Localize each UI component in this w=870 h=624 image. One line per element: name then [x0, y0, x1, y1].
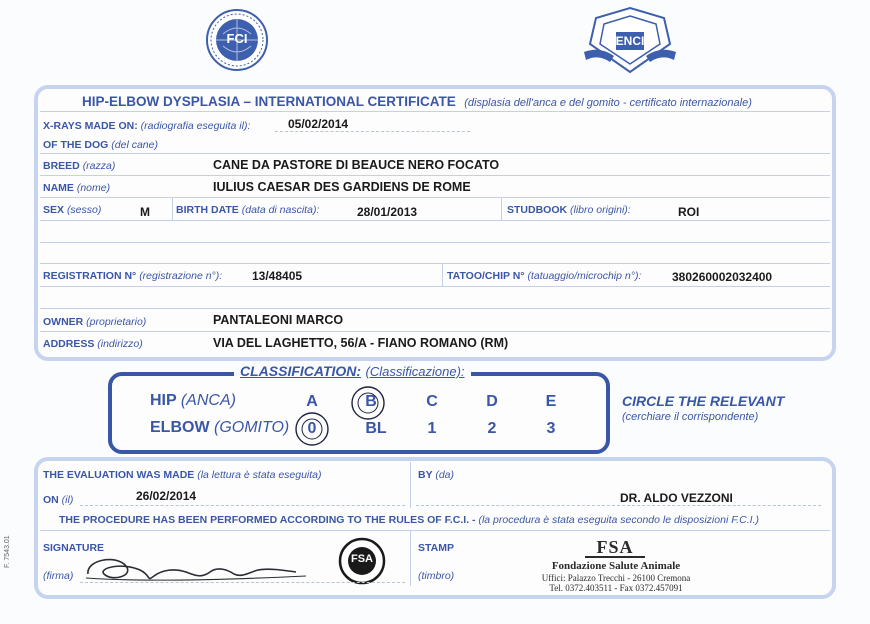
fci-logo-text: FCI [226, 31, 248, 46]
breed-value: CANE DA PASTORE DI BEAUCE NERO FOCATO [213, 158, 500, 172]
circle-hint-it: (cerchiare il corrispondente) [622, 411, 759, 423]
name-value: IULIUS CAESAR DES GARDIENS DE ROME [213, 180, 471, 194]
evaluation-label: THE EVALUATION WAS MADE (la lettura è stata eseguita) [43, 469, 322, 481]
classification-title: CLASSIFICATION: (Classificazione): [234, 363, 471, 381]
by-label: BY (da) [418, 469, 455, 481]
hip-grade-e: E [545, 393, 557, 410]
hip-grade-c: C [426, 393, 438, 410]
tattoo-value: 380260002032400 [672, 270, 773, 284]
elbow-grade-1: 1 [427, 420, 437, 437]
fsa-seal-text: FSA [351, 553, 373, 565]
tattoo-label: TATOO/CHIP N° (tatuaggio/microchip n°): [447, 270, 642, 282]
elbow-label: ELBOW (GOMITO) [150, 419, 290, 436]
fci-logo [205, 8, 269, 72]
signature-label-it: (firma) [43, 570, 74, 582]
procedure-statement: THE PROCEDURE HAS BEEN PERFORMED ACCORDING TO THE RULES OF F.C.I. - (la procedura è stata eseguita secondo le disposizioni F.C.I.) [59, 514, 759, 526]
hip-grade-b: B [365, 393, 377, 410]
registration-label: REGISTRATION N° (registrazione n°): [43, 270, 223, 282]
evaluation-date: 26/02/2014 [136, 489, 197, 503]
sex-label: SEX (sesso) [43, 204, 102, 216]
hip-grade-d: D [486, 393, 498, 410]
studbook-value: ROI [678, 205, 700, 219]
elbow-grade-2: 2 [487, 420, 497, 437]
on-label: ON (il) [43, 494, 74, 506]
signature-label: SIGNATURE [43, 542, 105, 554]
address-label: ADDRESS (indirizzo) [43, 338, 143, 350]
elbow-circle-stamp [294, 411, 330, 447]
xrays-label: X-RAYS MADE ON: (radiografia eseguita il): [43, 120, 251, 132]
sex-value: M [140, 205, 150, 219]
xrays-date: 05/02/2014 [288, 117, 349, 131]
hip-grade-a: A [306, 393, 318, 410]
stamp-label-it: (timbro) [418, 570, 455, 582]
certificate-title [82, 93, 752, 111]
enci-logo [580, 4, 680, 76]
birth-date-value: 28/01/2013 [357, 205, 418, 219]
dog-header: OF THE DOG (del cane) [43, 139, 158, 151]
vet-name: DR. ALDO VEZZONI [620, 491, 733, 505]
address-value: VIA DEL LAGHETTO, 56/A - FIANO ROMANO (RM) [213, 336, 509, 350]
hip-circle-stamp [350, 385, 386, 421]
stamp-org-name: Fondazione Salute Animale [551, 560, 681, 572]
owner-label: OWNER (proprietario) [43, 316, 147, 328]
birth-date-label: BIRTH DATE (data di nascita): [176, 204, 320, 216]
enci-logo-text: ENCI [615, 34, 645, 48]
stamp-org-abbr: FSA [585, 538, 645, 558]
owner-value: PANTALEONI MARCO [213, 313, 344, 327]
hip-label: HIP (ANCA) [150, 392, 236, 409]
stamp-office: Uffici: Palazzo Trecchi - 26100 Cremona [541, 573, 691, 583]
elbow-grade-bl: BL [365, 420, 387, 437]
stamp-phone: Tel. 0372.403511 - Fax 0372.457091 [549, 583, 683, 593]
breed-label: BREED (razza) [43, 160, 116, 172]
registration-value: 13/48405 [252, 269, 303, 283]
form-code: F. 7543.01 [4, 535, 11, 568]
elbow-grade-0: 0 [307, 420, 317, 437]
circle-hint: CIRCLE THE RELEVANT [622, 393, 785, 409]
title-sub: (displasia dell'anca e del gomito - certificato internazionale) [464, 97, 752, 109]
elbow-grade-3: 3 [546, 420, 556, 437]
name-label: NAME (nome) [43, 182, 111, 194]
studbook-label: STUDBOOK (libro origini): [507, 204, 631, 216]
stamp-label: STAMP [418, 542, 454, 554]
title-main: HIP-ELBOW DYSPLASIA – INTERNATIONAL CERTIFICATE [82, 94, 456, 109]
